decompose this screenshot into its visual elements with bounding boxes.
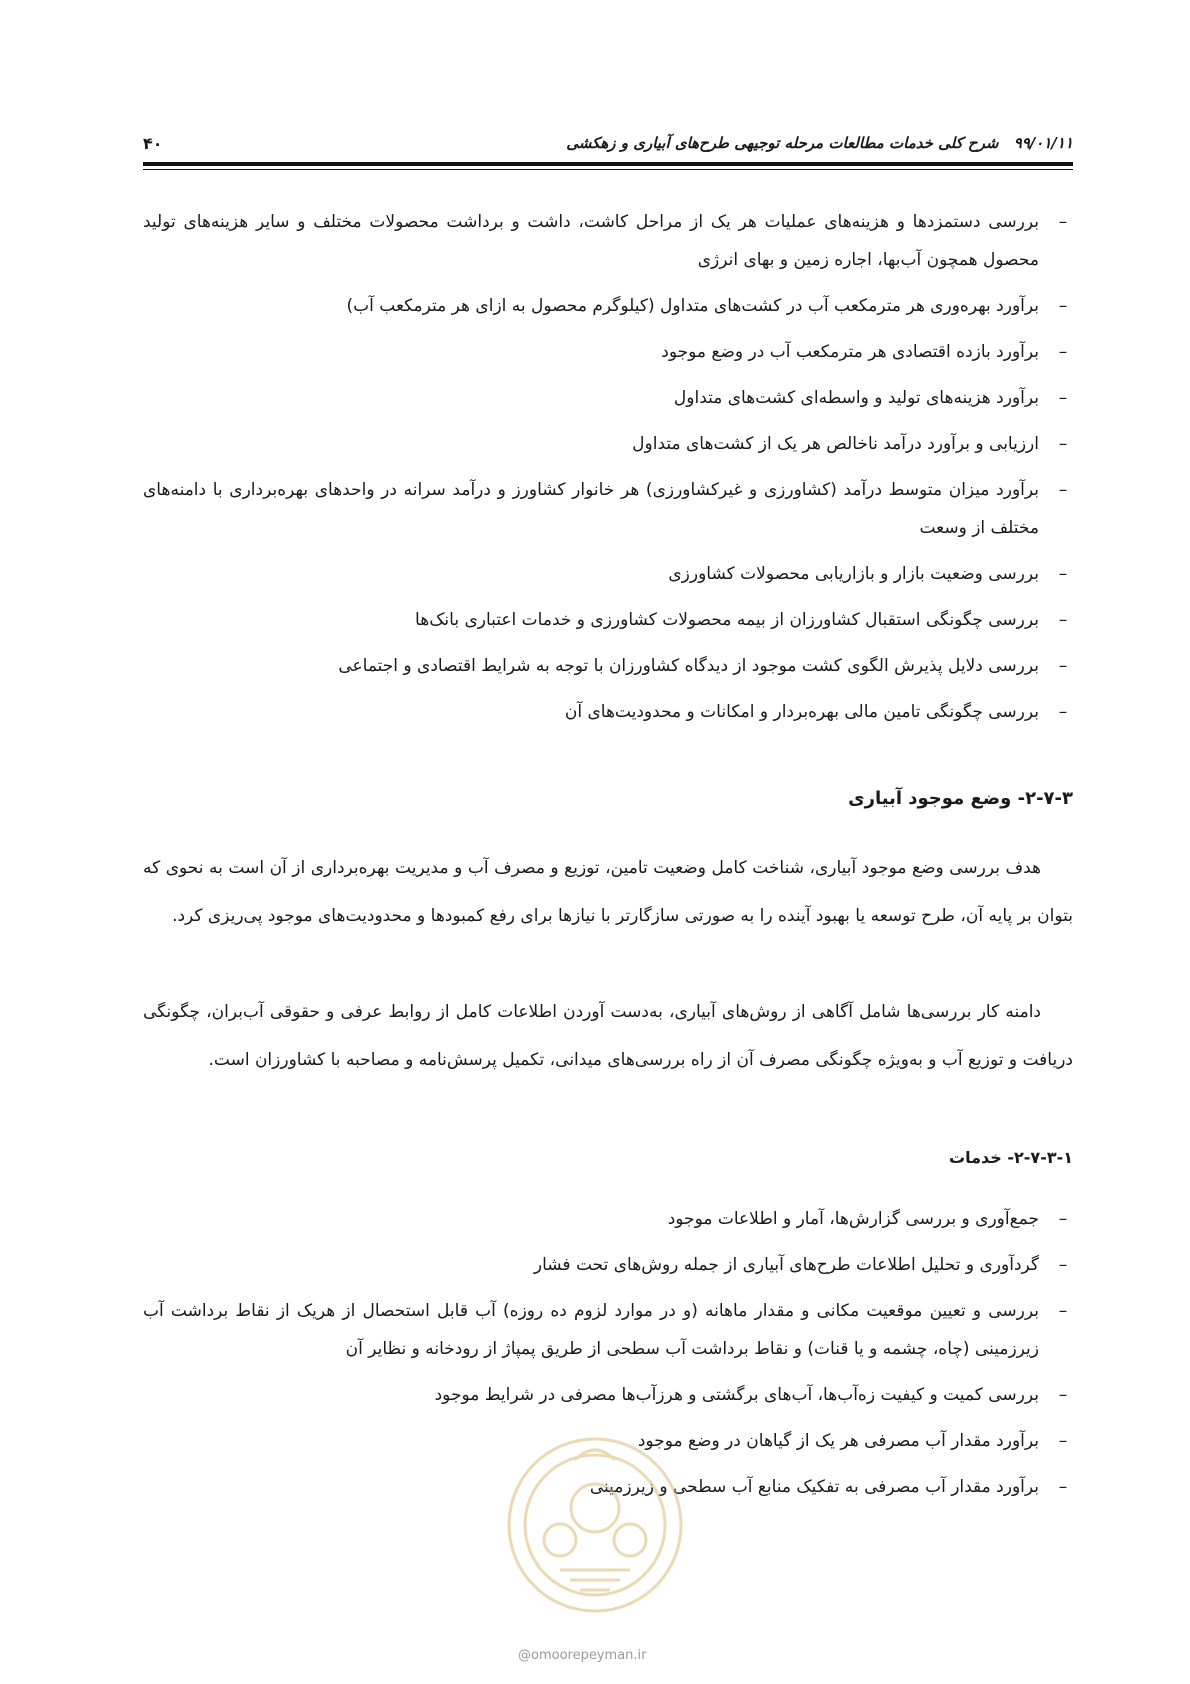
list-item (143, 379, 1073, 417)
list-item-text: برآورد بهره‌وری هر مترمکعب آب در کشت‌های متداول (کیلوگرم محصول به ازای هر مترمکعب آب) (346, 296, 1039, 316)
list-item (143, 333, 1073, 371)
bullet-dash: – (1058, 1477, 1068, 1497)
header-date: ۹۹/۰۱/۱۱ (1013, 134, 1073, 152)
list-item-text: بررسی دستمزدها و هزینه‌های عملیات هر یک از مراحل کاشت، داشت و برداشت محصولات مختلف و سایر هزینه‌های تولید محصول همچون آب‌بها، اجاره زمین و بهای انرژی (143, 212, 1039, 270)
list-item (143, 1376, 1073, 1414)
page-number: ۴۰ (143, 134, 163, 153)
list-item-text: برآورد هزینه‌های تولید و واسطه‌ای کشت‌های متداول (673, 388, 1039, 408)
list-item (143, 1292, 1073, 1368)
bullet-dash: – (1058, 388, 1068, 408)
list-item (143, 693, 1073, 731)
economic-services-list (143, 203, 1073, 739)
section-paragraph: دامنه کار بررسی‌ها شامل آگاهی از روش‌های آبیاری، به‌دست آوردن اطلاعات کامل از روابط عرفی و حقوقی آب‌بران، چگونگی دریافت و توزیع آب و به‌ویژه چگونگی مصرف آن از راه بررسی‌های میدانی، تکمیل پرسش‌نامه و مصاحبه با کشاورزان است. (143, 1002, 1073, 1070)
list-item-text: جمع‌آوری و بررسی گزارش‌ها، آمار و اطلاعات موجود (667, 1209, 1039, 1229)
list-item-text: گردآوری و تحلیل اطلاعات طرح‌های آبیاری از جمله روش‌های تحت فشار (533, 1255, 1039, 1275)
list-item-text: بررسی چگونگی تامین مالی بهره‌بردار و امکانات و محدودیت‌های آن (564, 702, 1039, 722)
list-item (143, 1200, 1073, 1238)
bullet-dash: – (1058, 212, 1068, 232)
list-item-text: برآورد مقدار آب مصرفی به تفکیک منابع آب سطحی و زیرزمینی (589, 1477, 1039, 1497)
bullet-dash: – (1058, 564, 1068, 584)
list-item (143, 287, 1073, 325)
header-rule-thin (143, 169, 1073, 170)
header-rule-thick (143, 162, 1073, 166)
page-header (143, 128, 1073, 178)
list-item-text: بررسی وضعیت بازار و بازاریابی محصولات کشاورزی (668, 564, 1039, 584)
bullet-dash: – (1058, 480, 1068, 500)
bullet-dash: – (1058, 1255, 1068, 1275)
list-item-text: بررسی چگونگی استقبال کشاورزان از بیمه محصولات کشاورزی و خدمات اعتباری بانک‌ها (415, 610, 1039, 630)
bullet-dash: – (1058, 296, 1068, 316)
header-title-line (566, 134, 1073, 152)
watermark-logo-icon (500, 1430, 690, 1620)
section-heading: ۲-۷-۳- وضع موجود آبیاری (848, 788, 1073, 809)
list-item (143, 203, 1073, 279)
list-item-text: بررسی کمیت و کیفیت زه‌آب‌ها، آب‌های برگشتی و هرزآب‌ها مصرفی در شرایط موجود (434, 1385, 1039, 1405)
bullet-dash: – (1058, 342, 1068, 362)
section-paragraph: هدف بررسی وضع موجود آبیاری، شناخت کامل وضعیت تامین، توزیع و مصرف آب و مدیریت بهره‌برداری از آن است به نحوی که بتوان بر پایه آن، طرح توسعه یا بهبود آینده را به صورتی سازگارتر با نیازها برای رفع کمبودها و محدودیت‌های موجود پی‌ریزی کرد. (143, 858, 1073, 926)
bullet-dash: – (1058, 1209, 1068, 1229)
list-item-text: بررسی و تعیین موقعیت مکانی و مقدار ماهانه (و در موارد لزوم ده روزه) آب قابل استحصال از هریک از نقاط برداشت آب زیرزمینی (چاه، چشمه و یا قنات) و نقاط برداشت آب سطحی از طریق پمپاژ از رودخانه و نظایر آن (143, 1301, 1039, 1359)
bullet-dash: – (1058, 610, 1068, 630)
bullet-dash: – (1058, 702, 1068, 722)
list-item-text: برآورد میزان متوسط درآمد (کشاورزی و غیرکشاورزی) هر خانوار کشاورز و درآمد سرانه در واحدهای بهره‌برداری با دامنه‌های مختلف از وسعت (143, 480, 1039, 538)
bullet-dash: – (1058, 1385, 1068, 1405)
list-item-text: برآورد مقدار آب مصرفی هر یک از گیاهان در وضع موجود (637, 1431, 1039, 1451)
header-title: شرح کلی خدمات مطالعات مرحله توجیهی طرح‌های آبیاری و زهکشی (566, 134, 999, 152)
bullet-dash: – (1058, 1431, 1068, 1451)
subsection-heading: ۲-۷-۳-۱- خدمات (949, 1148, 1073, 1167)
list-item (143, 471, 1073, 547)
list-item (143, 601, 1073, 639)
bullet-dash: – (1058, 434, 1068, 454)
bullet-dash: – (1058, 656, 1068, 676)
list-item (143, 425, 1073, 463)
list-item (143, 1246, 1073, 1284)
bullet-dash: – (1058, 1301, 1068, 1321)
list-item (143, 555, 1073, 593)
list-item-text: بررسی دلایل پذیرش الگوی کشت موجود از دیدگاه کشاورزان با توجه به شرایط اقتصادی و اجتماعی (338, 656, 1039, 676)
list-item (143, 647, 1073, 685)
list-item-text: برآورد بازده اقتصادی هر مترمکعب آب در وضع موجود (661, 342, 1039, 362)
watermark-site: @omoorepeyman.ir (518, 1648, 647, 1663)
list-item-text: ارزیابی و برآورد درآمد ناخالص هر یک از کشت‌های متداول (632, 434, 1039, 454)
